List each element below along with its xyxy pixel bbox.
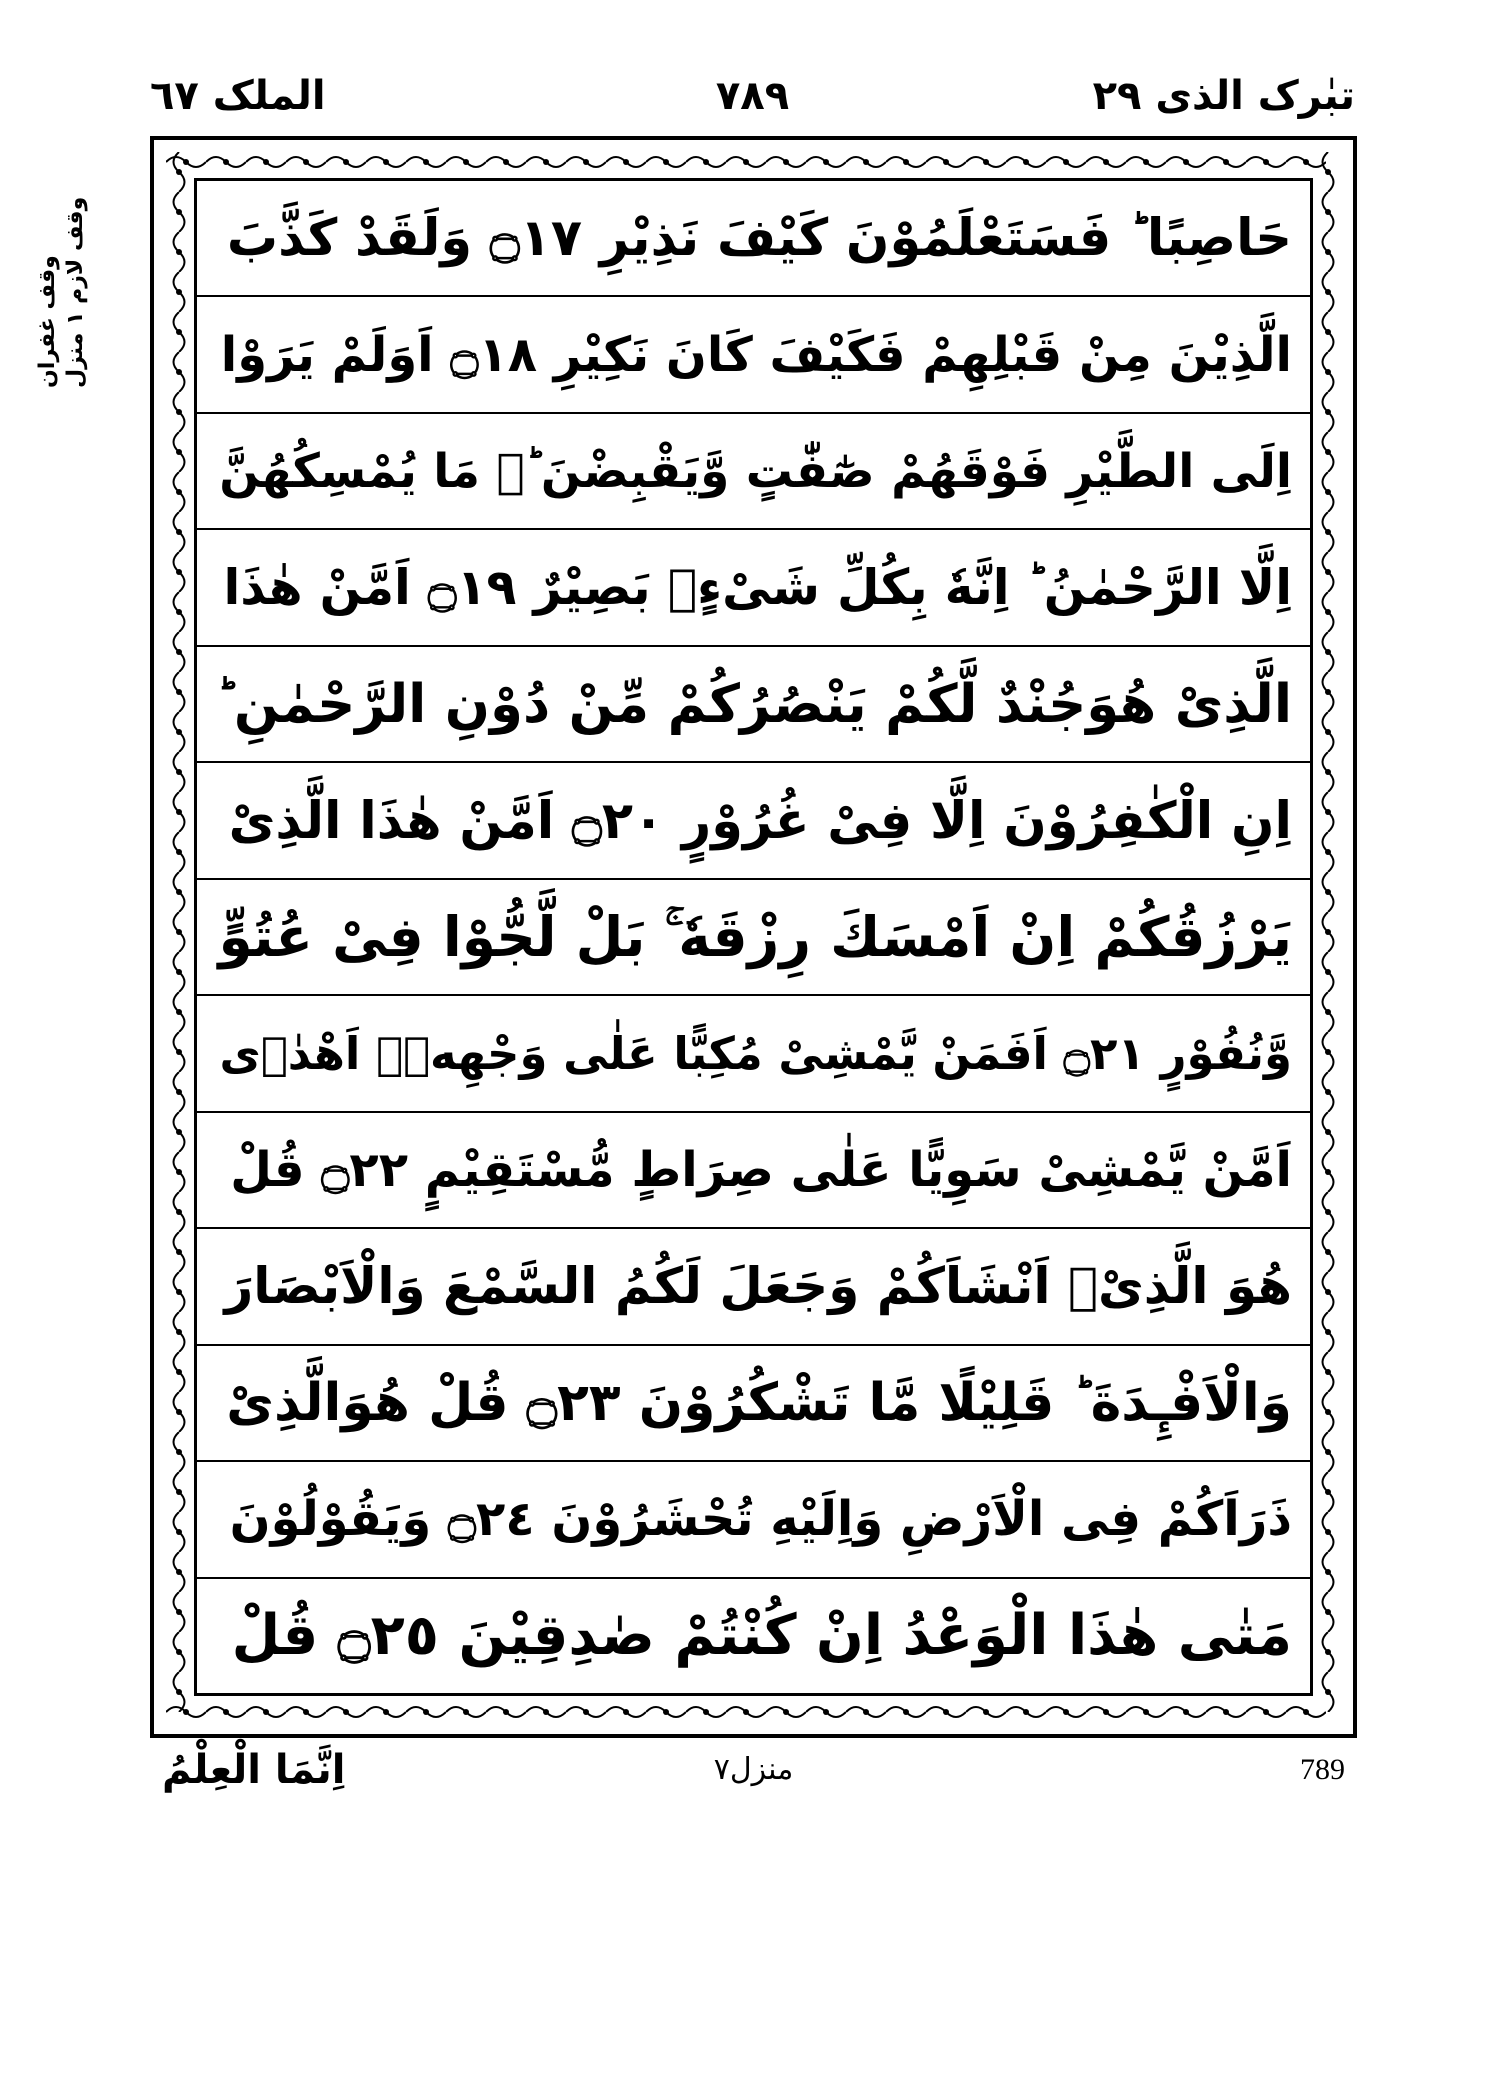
verse-text: وَالْاَفْـِٕدَةَ ؕ قَلِيْلًا مَّا تَشْكُرُوْنَ ۝٢٣ قُلْ هُوَالَّذِیْ (226, 1372, 1292, 1433)
verse-text: وَّنُفُوْرٍ ۝٢١ اَفَمَنْ يَّمْشِیْ مُكِبًّا عَلٰى وَجْهِهٖۤ اَهْدٰۤى (219, 1027, 1292, 1081)
verse-line (197, 297, 1310, 413)
verse-text: مَتٰى هٰذَا الْوَعْدُ اِنْ كُنْتُمْ صٰدِقِيْنَ ۝٢٥ قُلْ (231, 1603, 1292, 1669)
verse-text: الَّذِيْنَ مِنْ قَبْلِهِمْ فَكَيْفَ كَانَ نَكِيْرِ ۝١٨ اَوَلَمْ يَرَوْا (220, 326, 1292, 383)
surah-name-label: الملک ٦٧ (150, 73, 326, 119)
verse-text: اِلَى الطَّيْرِ فَوْقَهُمْ صٰٓفّٰتٍ وَّيَقْبِضْنَ ؕۘ مَا يُمْسِكُهُنَّ (219, 443, 1292, 499)
verse-line (197, 1462, 1310, 1578)
verse-text: حَاصِبًا ؕ فَسَتَعْلَمُوْنَ كَيْفَ نَذِيْرِ ۝١٧ وَلَقَدْ كَذَّبَ (226, 209, 1292, 269)
verse-text: اِنِ الْكٰفِرُوْنَ اِلَّا فِیْ غُرُوْرٍ ۝٢٠ اَمَّنْ هٰذَا الَّذِیْ (228, 791, 1292, 851)
verse-line (197, 647, 1310, 763)
text-area (194, 178, 1313, 1696)
right-ornament (1317, 152, 1339, 1722)
verse-line (197, 763, 1310, 879)
verse-line (197, 1113, 1310, 1229)
verse-line (197, 996, 1310, 1112)
page-header (150, 66, 1355, 126)
verse-text: اِلَّا الرَّحْمٰنُ ؕ اِنَّهٗ بِكُلِّ شَیْءٍۢ بَصِيْرٌ ۝١٩ اَمَّنْ هٰذَا (223, 559, 1292, 617)
verse-line (197, 1229, 1310, 1345)
verse-text: اَمَّنْ يَّمْشِیْ سَوِيًّا عَلٰى صِرَاطٍ مُّسْتَقِيْمٍ ۝٢٢ قُلْ (230, 1141, 1292, 1198)
verse-line (197, 1579, 1310, 1693)
manzil-label: منزل۷ (713, 1752, 794, 1787)
arabic-page-number: ٧٨٩ (715, 73, 790, 119)
page-footer (150, 1740, 1357, 1800)
margin-note (35, 196, 128, 588)
page-number: 789 (1300, 1753, 1345, 1786)
margin-note-line-1: وقف لازم ١ منزل (63, 196, 88, 388)
verse-lines (197, 181, 1310, 1693)
juz-name-label: تبٰرک الذی ٢٩ (1092, 73, 1355, 119)
verse-line (197, 181, 1310, 297)
left-ornament (168, 152, 190, 1722)
margin-note-line-2: وقف غفران (35, 255, 60, 388)
verse-text: الَّذِیْ هُوَجُنْدٌ لَّكُمْ يَنْصُرُكُمْ مِّنْ دُوْنِ الرَّحْمٰنِ ؕ (215, 673, 1292, 735)
verse-line (197, 1346, 1310, 1462)
page-frame (150, 136, 1357, 1738)
verse-text: ذَرَاَكُمْ فِی الْاَرْضِ وَاِلَيْهِ تُحْشَرُوْنَ ۝٢٤ وَيَقُوْلُوْنَ (229, 1491, 1292, 1548)
verse-line (197, 530, 1310, 646)
verse-text: هُوَ الَّذِیْۤ اَنْشَاَكُمْ وَجَعَلَ لَكُمُ السَّمْعَ وَالْاَبْصَارَ (224, 1257, 1292, 1316)
catchword: اِنَّمَا الْعِلْمُ (162, 1747, 346, 1793)
bottom-ornament (166, 1702, 1341, 1722)
top-ornament (166, 152, 1341, 172)
verse-line (197, 414, 1310, 530)
verse-line (197, 880, 1310, 996)
verse-text: يَرْزُقُكُمْ اِنْ اَمْسَكَ رِزْقَهٗ ۚ بَلْ لَّجُّوْا فِیْ عُتُوٍّ (218, 904, 1292, 969)
